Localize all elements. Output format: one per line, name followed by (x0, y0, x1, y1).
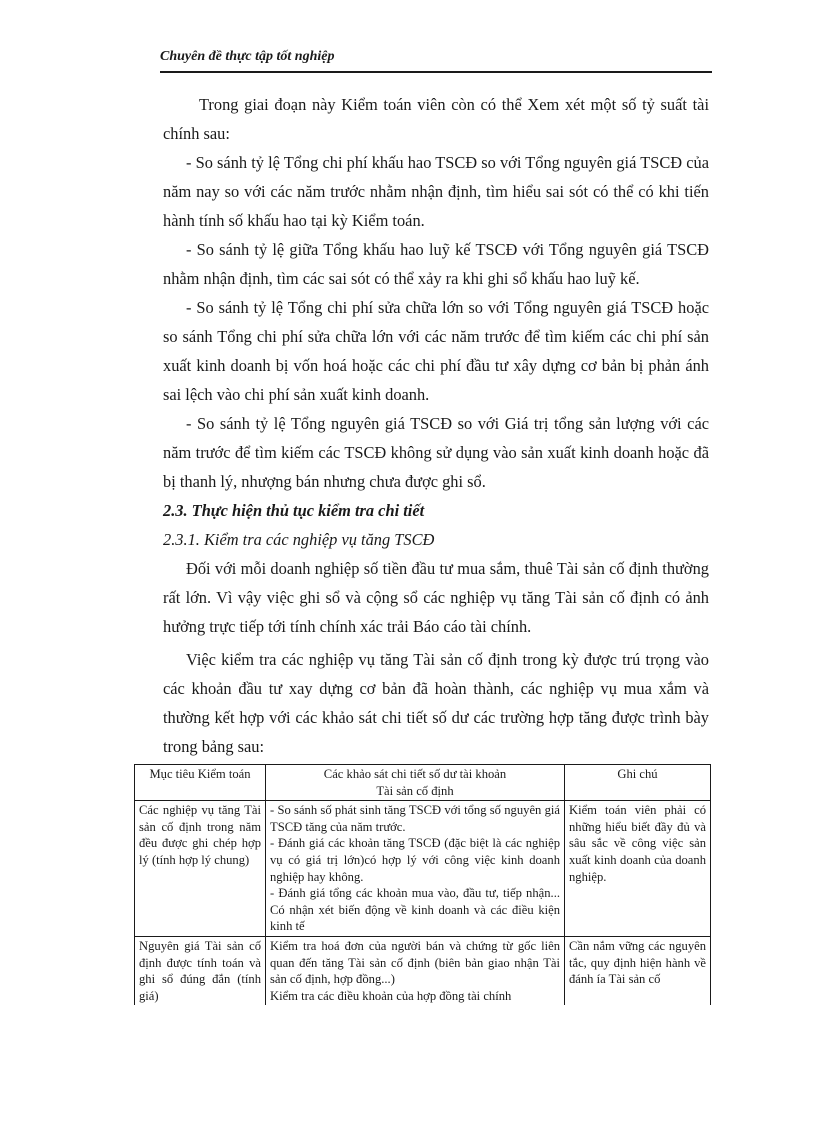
header-procedures-line: Tài sản cố định (376, 783, 454, 798)
audit-table (134, 764, 711, 1005)
objective-cell: Nguyên giá Tài sản cố định được tính toán và ghi sổ đúng đắn (tính giá) (135, 936, 266, 1005)
procedures-cell (266, 936, 565, 1005)
subsection-heading: 2.3.1. Kiểm tra các nghiệp vụ tăng TSCĐ (163, 530, 435, 549)
header-notes: Ghi chú (565, 765, 711, 801)
note-cell: Kiểm toán viên phải có những hiểu biết đầy đủ và sâu sắc về công việc sản xuất kinh doanh của doanh nghiệp. (565, 801, 711, 937)
table-header-row (135, 765, 711, 801)
body-paragraph: Đối với mỗi doanh nghiệp số tiền đầu tư mua sắm, thuê Tài sản cố định thường rất lớn. Vì vậy việc ghi sổ và cộng sổ các nghiệp vụ tăng Tài sản cố định có ảnh hưởng trực tiếp tới tính chính xác trải Báo cáo tài chính. (163, 559, 709, 636)
audit-table-container (134, 764, 710, 1005)
intro-paragraph: Trong giai đoạn này Kiểm toán viên còn có thể Xem xét một số tỷ suất tài chính sau: (163, 95, 709, 143)
page-header (160, 45, 712, 73)
procedure-item: - Đánh giá tổng các khoản mua vào, đầu tư, tiếp nhận... Có nhận xét biến động về kinh doanh và các điều kiện kinh tế (270, 886, 560, 934)
section-heading: 2.3. Thực hiện thủ tục kiểm tra chi tiết (163, 501, 425, 520)
table-row (135, 801, 711, 937)
objective-cell: Các nghiệp vụ tăng Tài sản cố định trong năm đều được ghi chép hợp lý (tính hợp lý chung) (135, 801, 266, 937)
note-cell: Cần nắm vững các nguyên tắc, quy định hiện hành về đánh ía Tài sản cố (565, 936, 711, 1005)
header-title: Chuyên đề thực tập tốt nghiệp (160, 49, 335, 64)
procedure-item: - So sánh số phát sinh tăng TSCĐ với tổng số nguyên giá TSCĐ tăng của năm trước. (270, 803, 560, 834)
bullet-item: - So sánh tỷ lệ Tổng nguyên giá TSCĐ so với Giá trị tổng sản lượng với các năm trước để tìm kiếm các TSCĐ không sử dụng vào sản xuất kinh doanh hoặc đã bị thanh lý, nhượng bán nhưng chưa được ghi sổ. (163, 414, 709, 491)
bullet-item: - So sánh tỷ lệ Tổng chi phí sửa chữa lớn so với Tổng nguyên giá TSCĐ hoặc so sánh Tổng chi phí sửa chữa lớn với các năm trước để tìm kiếm các chi phí sản xuất kinh doanh bị vốn hoá hoặc các chi phí đầu tư xây dựng cơ bản bị phản ánh sai lệch vào chi phí sản xuất kinh doanh. (163, 298, 709, 404)
procedure-item: Kiểm tra hoá đơn của người bán và chứng từ gốc liên quan đến tăng Tài sản cố định (biên bản giao nhận Tài sản cố định, hợp đồng...) (270, 938, 560, 987)
body-paragraph: Việc kiểm tra các nghiệp vụ tăng Tài sản cố định trong kỳ được trú trọng vào các khoản đầu tư xay dựng cơ bản đã hoàn thành, các nghiệp vụ mua xắm và thường kết hợp với các khảo sát chi tiết số dư các trường hợp tăng được trình bày trong bảng sau: (163, 650, 709, 756)
procedures-cell (266, 801, 565, 937)
document-body (163, 90, 709, 761)
header-objective: Mục tiêu Kiểm toán (135, 765, 266, 801)
header-procedures-line: Các khảo sát chi tiết số dư tài khoản (323, 767, 507, 781)
table-row (135, 936, 711, 1005)
bullet-item: - So sánh tỷ lệ Tổng chi phí khấu hao TSCĐ so với Tổng nguyên giá TSCĐ của năm nay so với các năm trước nhằm nhận định, tìm hiểu sai sót có thể có khi tiến hành tính số khấu hao tại kỳ Kiểm toán. (163, 153, 709, 230)
procedure-item: - Đánh giá các khoản tăng TSCĐ (đặc biệt là các nghiệp vụ có giá trị lớn)có hợp lý với công việc kinh doanh nghiệp hay không. (270, 836, 560, 884)
bullet-item: - So sánh tỷ lệ giữa Tổng khấu hao luỹ kế TSCĐ với Tổng nguyên giá TSCĐ nhằm nhận định, tìm các sai sót có thể xảy ra khi ghi sổ khấu hao luỹ kế. (163, 240, 709, 288)
header-procedures (266, 765, 565, 801)
procedure-item: Kiểm tra các điều khoản của hợp đồng tài chính (270, 988, 512, 1003)
